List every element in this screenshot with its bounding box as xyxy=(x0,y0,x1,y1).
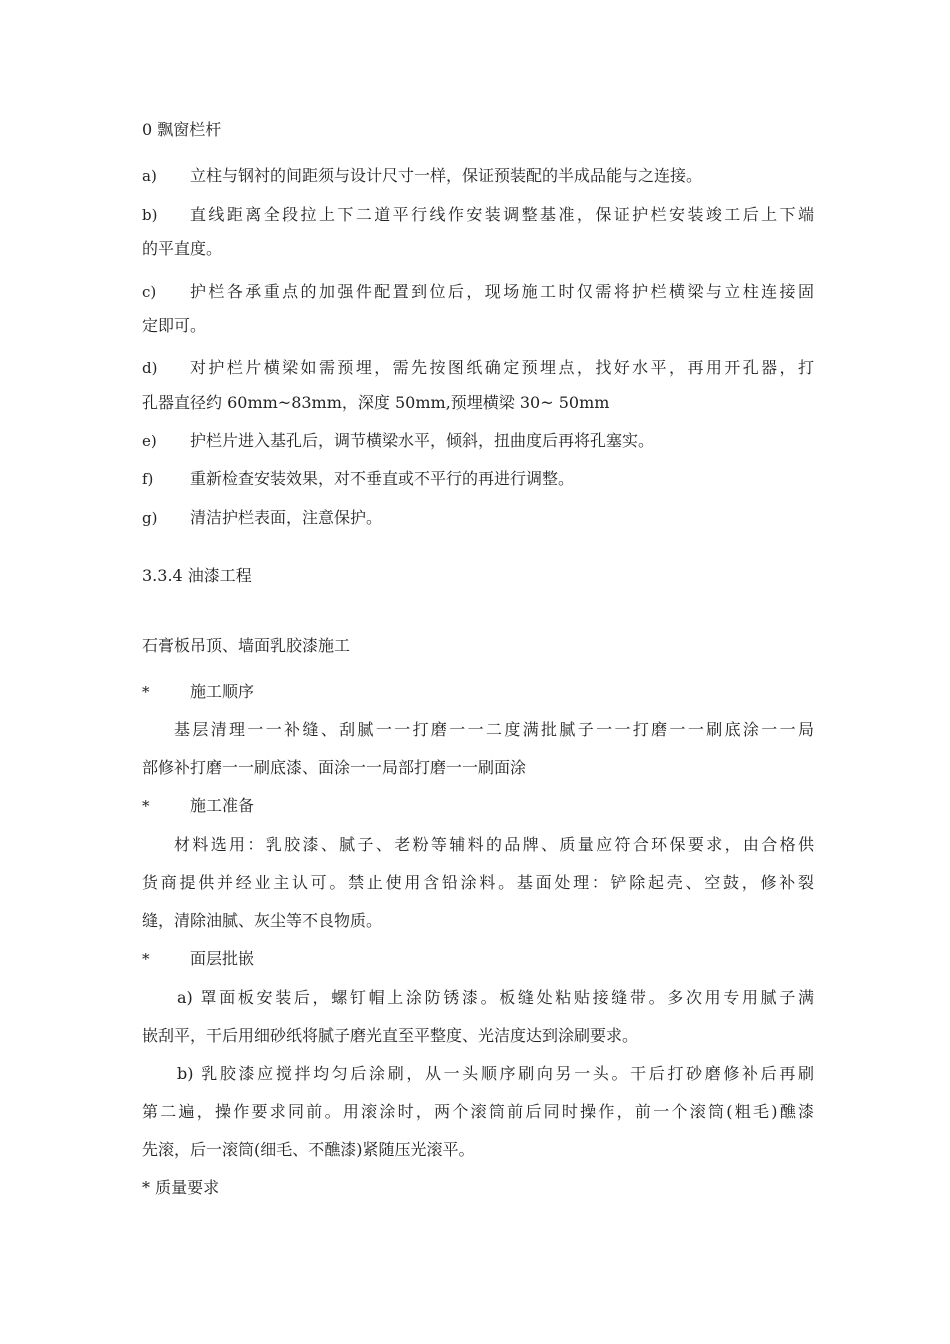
sec1-line-1: 基层清理一一补缝、刮腻一一打磨一一二度满批腻子一一打磨一一刷底涂一一局 xyxy=(174,720,814,739)
item-d-text-cont: 孔器直径约 60mm~83mm，深度 50mm,预埋横梁 30~ 50mm xyxy=(142,393,610,412)
sec4-title: * 质量要求 xyxy=(142,1178,220,1197)
item-c-text-cont: 定即可。 xyxy=(142,316,207,335)
item-b-text: 直线距离全段拉上下二道平行线作安装调整基准，保证护栏安装竣工后上下端 xyxy=(190,205,814,224)
sec3a-line-1: a) 罩面板安装后，螺钉帽上涂防锈漆。板缝处粘贴接缝带。多次用专用腻子满 xyxy=(177,988,814,1007)
sec3a-line-2: 嵌刮平，干后用细砂纸将腻子磨光直至平整度、光洁度达到涂刷要求。 xyxy=(142,1026,639,1045)
sec2-line-3: 缝，清除油腻、灰尘等不良物质。 xyxy=(142,911,383,930)
item-a-marker: a) xyxy=(142,167,157,185)
item-e-marker: e) xyxy=(142,432,157,450)
item-f-text: 重新检查安装效果，对不垂直或不平行的再进行调整。 xyxy=(190,469,575,488)
sec3b-line-2: 第二遍，操作要求同前。用滚涂时，两个滚筒前后同时操作，前一个滚筒(粗毛)醮漆 xyxy=(142,1102,814,1121)
sec1-line-2: 部修补打磨一一刷底漆、面涂一一局部打磨一一刷面涂 xyxy=(142,758,527,777)
item-c-marker: c) xyxy=(142,283,157,301)
section-heading-paint: 3.3.4 油漆工程 xyxy=(142,566,252,585)
bullet-marker: * xyxy=(142,797,150,815)
item-g-text: 清洁护栏表面，注意保护。 xyxy=(190,508,383,527)
item-c-text: 护栏各承重点的加强件配置到位后，现场施工时仅需将护栏横梁与立柱连接固 xyxy=(190,282,814,301)
item-d-marker: d) xyxy=(142,359,158,377)
item-a-text: 立柱与钢衬的间距须与设计尺寸一样，保证预装配的半成品能与之连接。 xyxy=(190,166,703,185)
item-f-marker: f) xyxy=(142,470,154,488)
sec2-title: 施工准备 xyxy=(190,796,255,815)
item-g-marker: g) xyxy=(142,509,158,527)
bullet-marker: * xyxy=(142,683,150,701)
sec2-line-1: 材料选用：乳胶漆、腻子、老粉等辅料的品牌、质量应符合环保要求，由合格供 xyxy=(174,835,814,854)
sec3b-line-3: 先滚，后一滚筒(细毛、不醮漆)紧随压光滚平。 xyxy=(142,1140,475,1159)
bullet-marker: * xyxy=(142,950,150,968)
sec3-title: 面层批嵌 xyxy=(190,949,255,968)
item-b-text-cont: 的平直度。 xyxy=(142,239,223,258)
sec3b-line-1: b) 乳胶漆应搅拌均匀后涂刷，从一头顺序刷向另一头。干后打砂磨修补后再刷 xyxy=(177,1064,814,1083)
sec2-line-2: 货商提供并经业主认可。禁止使用含铅涂料。基面处理：铲除起壳、空鼓，修补裂 xyxy=(142,873,814,892)
section-heading-railing: 0 飘窗栏杆 xyxy=(142,120,222,139)
sec1-title: 施工顺序 xyxy=(190,682,255,701)
item-b-marker: b) xyxy=(142,206,158,224)
item-e-text: 护栏片进入基孔后，调节横梁水平，倾斜，扭曲度后再将孔塞实。 xyxy=(190,431,655,450)
item-d-text: 对护栏片横梁如需预埋，需先按图纸确定预埋点，找好水平，再用开孔器，打 xyxy=(190,358,814,377)
subheading: 石膏板吊顶、墙面乳胶漆施工 xyxy=(142,636,351,655)
